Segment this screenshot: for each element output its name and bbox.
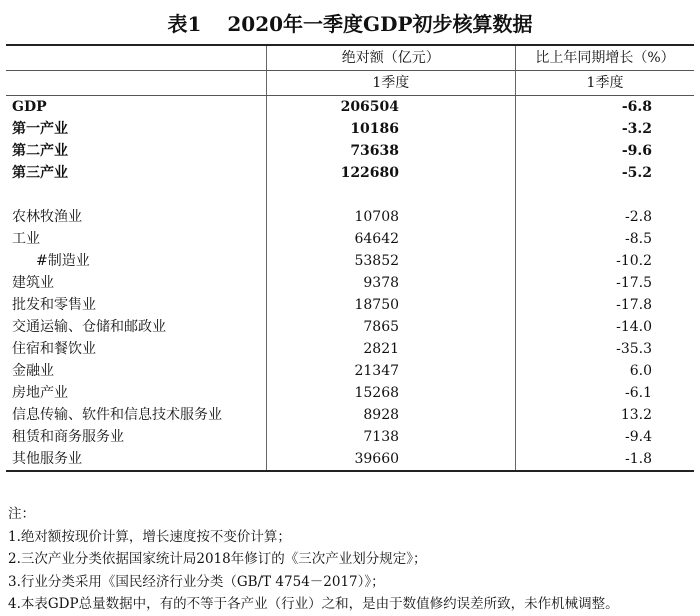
row-value: 7865 bbox=[266, 316, 515, 338]
table-title-text: 2020年一季度GDP初步核算数据 bbox=[227, 12, 533, 36]
row-value: 9378 bbox=[266, 272, 515, 294]
row-name: 批发和零售业 bbox=[12, 297, 96, 313]
row-growth: -1.8 bbox=[516, 448, 694, 471]
table-row bbox=[6, 272, 694, 294]
header-period-growth: 1季度 bbox=[516, 71, 694, 96]
row-growth: 13.2 bbox=[516, 404, 694, 426]
row-name: 第三产业 bbox=[12, 165, 68, 181]
row-growth: -9.6 bbox=[516, 140, 694, 162]
gdp-table bbox=[6, 44, 694, 472]
row-value: 64642 bbox=[266, 228, 515, 250]
spacer-row bbox=[6, 184, 694, 206]
row-name: 第一产业 bbox=[12, 121, 68, 137]
table-row bbox=[6, 294, 694, 316]
row-value: 122680 bbox=[266, 162, 515, 184]
row-growth: -3.2 bbox=[516, 118, 694, 140]
row-growth: -9.4 bbox=[516, 426, 694, 448]
row-name: 交通运输、仓储和邮政业 bbox=[12, 319, 166, 335]
note-item: 1.绝对额按现价计算，增长速度按不变价计算； bbox=[8, 528, 291, 545]
row-growth: -8.5 bbox=[516, 228, 694, 250]
row-name: 工业 bbox=[12, 231, 40, 247]
row-name: 建筑业 bbox=[12, 275, 54, 291]
table-title bbox=[0, 8, 700, 37]
table-row bbox=[6, 206, 694, 228]
row-value: 73638 bbox=[266, 140, 515, 162]
row-growth: -10.2 bbox=[516, 250, 694, 272]
note-item: 2.三次产业分类依据国家统计局2018年修订的《三次产业划分规定》； bbox=[8, 551, 427, 567]
row-value: 21347 bbox=[266, 360, 515, 382]
row-name: 金融业 bbox=[12, 363, 54, 379]
table-row bbox=[6, 250, 694, 272]
note-item: 3.行业分类采用《国民经济行业分类（GB/T 4754－2017）》； bbox=[8, 573, 385, 590]
row-name: 第二产业 bbox=[12, 143, 68, 159]
note-item: 4.本表GDP总量数据中，有的不等于各产业（行业）之和，是由于数值修约误差所致，未作机械调整。 bbox=[8, 596, 619, 612]
row-growth: -17.8 bbox=[516, 294, 694, 316]
header-blank bbox=[6, 45, 266, 71]
row-growth: -35.3 bbox=[516, 338, 694, 360]
row-name: 房地产业 bbox=[12, 385, 68, 401]
row-value: 206504 bbox=[266, 96, 515, 119]
notes-label: 注： bbox=[8, 506, 35, 522]
row-value: 39660 bbox=[266, 448, 515, 471]
table-number: 表1 bbox=[167, 12, 202, 36]
row-name: 租赁和商务服务业 bbox=[12, 429, 124, 445]
row-value: 8928 bbox=[266, 404, 515, 426]
row-value: 18750 bbox=[266, 294, 515, 316]
row-name: 其他服务业 bbox=[6, 448, 266, 471]
header-absolute: 绝对额（亿元） bbox=[266, 45, 515, 71]
row-value: 15268 bbox=[266, 382, 515, 404]
header-blank-2 bbox=[6, 71, 266, 96]
row-value: 10186 bbox=[266, 118, 515, 140]
table-row bbox=[6, 448, 694, 471]
row-name: 住宿和餐饮业 bbox=[12, 341, 96, 357]
row-name: #制造业 bbox=[36, 253, 90, 269]
row-value: 2821 bbox=[266, 338, 515, 360]
table-row bbox=[6, 140, 694, 162]
row-growth: -14.0 bbox=[516, 316, 694, 338]
row-growth: -17.5 bbox=[516, 272, 694, 294]
table-row bbox=[6, 382, 694, 404]
row-value: 53852 bbox=[266, 250, 515, 272]
table-row bbox=[6, 404, 694, 426]
row-value: 7138 bbox=[266, 426, 515, 448]
row-value: 10708 bbox=[266, 206, 515, 228]
table-row bbox=[6, 96, 694, 119]
table-row bbox=[6, 338, 694, 360]
table-row bbox=[6, 228, 694, 250]
header-growth: 比上年同期增长（%） bbox=[516, 45, 694, 71]
header-period-absolute: 1季度 bbox=[266, 71, 515, 96]
row-growth: -6.8 bbox=[516, 96, 694, 119]
table-notes bbox=[8, 503, 694, 616]
row-name: 农林牧渔业 bbox=[12, 209, 82, 225]
row-growth: -6.1 bbox=[516, 382, 694, 404]
table-row bbox=[6, 360, 694, 382]
row-growth: -2.8 bbox=[516, 206, 694, 228]
table-row bbox=[6, 316, 694, 338]
row-growth: -5.2 bbox=[516, 162, 694, 184]
row-growth: 6.0 bbox=[516, 360, 694, 382]
row-name: GDP bbox=[12, 99, 47, 115]
table-row bbox=[6, 426, 694, 448]
table-row bbox=[6, 118, 694, 140]
row-name: 信息传输、软件和信息技术服务业 bbox=[12, 407, 222, 423]
table-row bbox=[6, 162, 694, 184]
